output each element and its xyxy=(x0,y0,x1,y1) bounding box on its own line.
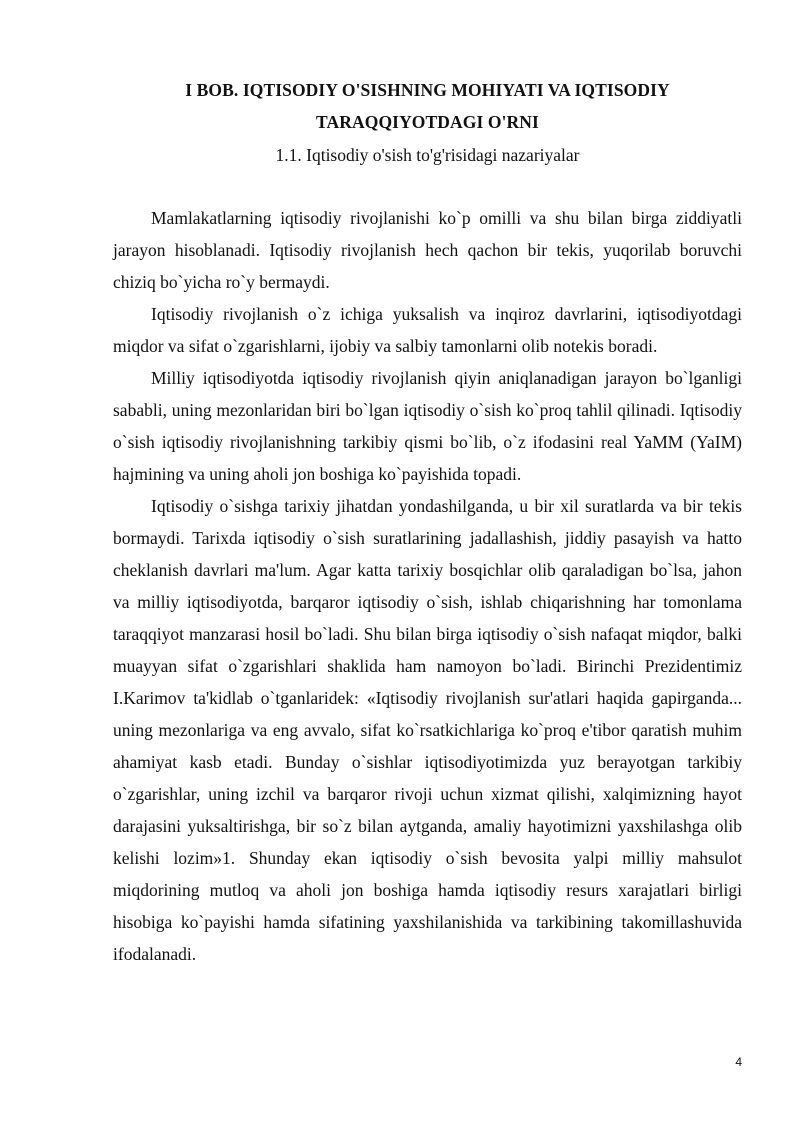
chapter-heading-line-2: TARAQQIYOTDAGI O'RNI xyxy=(316,112,539,132)
section-subheading: 1.1. Iqtisodiy o'sish to'g'risidagi nazariyalar xyxy=(275,145,580,165)
paragraph-4: Iqtisodiy o`sishga tarixiy jihatdan yondashilganda, u bir xil suratlarda va bir tekis bormaydi. Tarixda iqtisodiy o`sish suratlarining jadallashish, jiddiy pasayish va hatto cheklanish davrlari ma'lum. Agar katta tarixiy bosqichlar olib qaraladigan bo`lsa, jahon va milliy iqtisodiyotda, barqaror iqtisodiy o`sish, ishlab chiqarishning har tomonlama taraqqiyot manzarasi hosil bo`ladi. Shu bilan birga iqtisodiy o`sish nafaqat miqdor, balki muayyan sifat o`zgarishlari shaklida ham namoyon bo`ladi. Birinchi Prezidentimiz I.Karimov ta'kidlab o`tganlaridek: «Iqtisodiy rivojlanish sur'atlari haqida gapirganda... uning mezonlariga va eng avvalo, sifat ko`rsatkichlariga ko`proq e'tibor qaratish muhim ahamiyat kasb etadi. Bunday o`sishlar iqtisodiyotimizda yuz berayotgan tarkibiy o`zgarishlar, uning izchil va barqaror rivoji uchun xizmat qilishi, xalqimizning hayot darajasini yuksaltirishga, bir so`z bilan aytganda, amaliy hayotimizni yaxshilashga olib kelishi lozim»1. Shunday ekan iqtisodiy o`sish bevosita yalpi milliy mahsulot miqdorining mutloq va aholi jon boshiga hamda iqtisodiy resurs xarajatlari birligi hisobiga ko`payishi hamda sifatining yaxshilanishida va tarkibining takomillashuvida ifodalanadi. xyxy=(113,496,742,964)
paragraph-2: Iqtisodiy rivojlanish o`z ichiga yuksalish va inqiroz davrlarini, iqtisodiyotdagi miqdor va sifat o`zgarishlarni, ijobiy va salbiy tamonlarni olib notekis boradi. xyxy=(113,304,742,356)
chapter-heading xyxy=(113,74,742,138)
chapter-heading-line-1: I BOB. IQTISODIY O'SISHNING MOHIYATI VA IQTISODIY xyxy=(185,80,670,100)
body-text xyxy=(113,202,742,970)
paragraph-1: Mamlakatlarning iqtisodiy rivojlanishi ko`p omilli va shu bilan birga ziddiyatli jarayon hisoblanadi. Iqtisodiy rivojlanish hech qachon bir tekis, yuqorilab boruvchi chiziq bo`yicha ro`y bermaydi. xyxy=(113,208,742,292)
paragraph-3: Milliy iqtisodiyotda iqtisodiy rivojlanish qiyin aniqlanadigan jarayon bo`lganligi sababli, uning mezonlaridan biri bo`lgan iqtisodiy o`sish ko`proq tahlil qilinadi. Iqtisodiy o`sish iqtisodiy rivojlanishning tarkibiy qismi bo`lib, o`z ifodasini real YaMM (YaIM) hajmining va uning aholi jon boshiga ko`payishida topadi. xyxy=(113,368,742,484)
page-number: 4 xyxy=(735,1055,742,1069)
